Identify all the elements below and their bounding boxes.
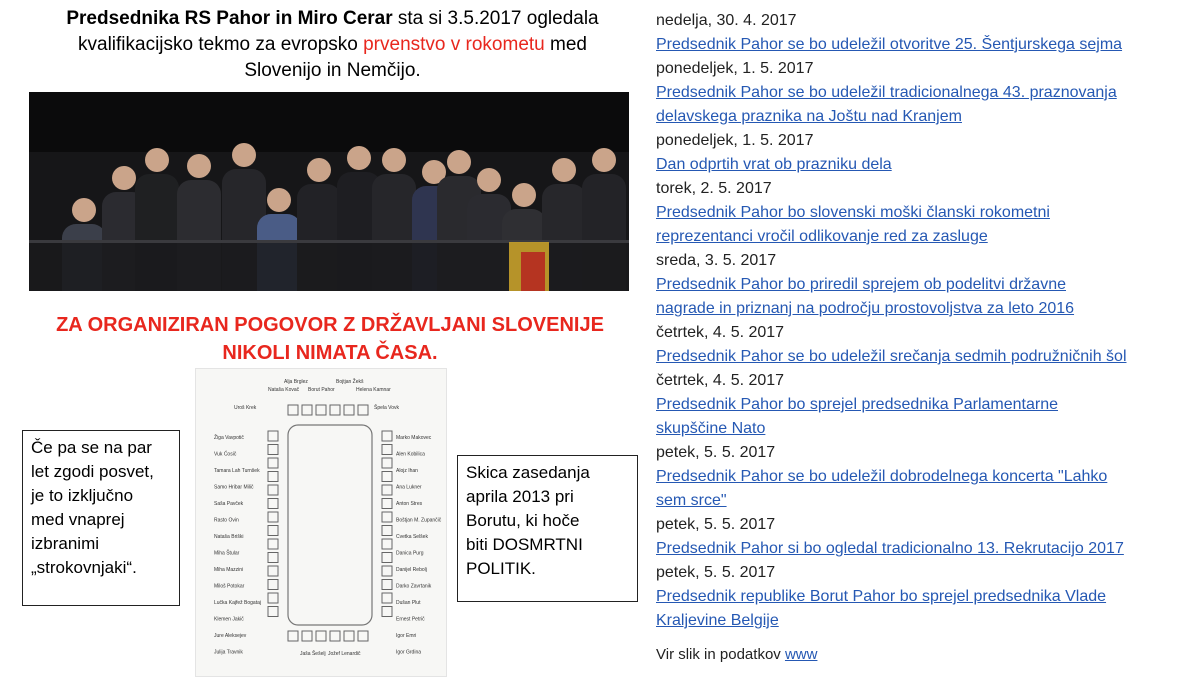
note-left-line: „strokovnjaki“. [31, 558, 137, 577]
sketch-name: Boštjan M. Zupančič [396, 517, 442, 524]
seat [382, 526, 392, 536]
note-right-line: Borutu, ki hoče [466, 511, 580, 530]
event-item [656, 57, 1196, 129]
seat [268, 526, 278, 536]
event-link[interactable]: Predsednik republike Borut Pahor bo sprejel predsednika Vlade [656, 588, 1107, 605]
source-link[interactable]: www [784, 646, 818, 663]
sketch-name: Helena Kamnar [356, 387, 391, 393]
event-link[interactable]: Kraljevine Belgije [656, 612, 779, 629]
event-item [656, 9, 1196, 57]
sketch-name: Miha Mazzini [214, 567, 244, 573]
seat [382, 553, 392, 563]
sketch-name: Nataša Kovač [268, 387, 300, 393]
spectator-head [187, 154, 211, 178]
seat [382, 539, 392, 549]
note-right-line: biti DOSMRTNI [466, 535, 583, 554]
sketch-name: Alojz Ihan [396, 468, 418, 474]
sketch-name: Ana Lukner [396, 484, 422, 491]
seat [268, 485, 278, 495]
seat [268, 566, 278, 576]
spectator-head [267, 188, 291, 212]
warning-text [30, 311, 630, 367]
seat [268, 472, 278, 482]
sketch-name: Miloš Potokar [214, 583, 245, 590]
seat [382, 499, 392, 509]
event-item [656, 369, 1196, 441]
seat [382, 580, 392, 590]
event-date: petek, 5. 5. 2017 [656, 516, 776, 533]
sketch-name: Ernest Petrič [396, 616, 425, 623]
event-date: ponedeljek, 1. 5. 2017 [656, 132, 814, 149]
seat [268, 553, 278, 563]
event-item [656, 561, 1196, 633]
heading-text: sta si 3.5.2017 ogledala [392, 8, 599, 29]
source-label: Vir slik in podatkov [656, 646, 785, 663]
sketch-name: Alen Kobilica [396, 451, 425, 458]
event-link[interactable]: sem srce" [656, 492, 727, 509]
article-heading [30, 6, 635, 84]
seat [268, 445, 278, 455]
seating-sketch [195, 368, 447, 677]
seat [268, 458, 278, 468]
note-right [457, 455, 638, 602]
note-left-line: je to izključno [31, 486, 134, 505]
stadium-photo [29, 92, 629, 291]
sketch-name: Lučka Kajfež Bogataj [214, 600, 261, 606]
seat [382, 431, 392, 441]
event-link[interactable]: Predsednik Pahor se bo udeležil dobrodelnega koncerta "Lahko [656, 468, 1108, 485]
spectator-head [232, 143, 256, 167]
event-link[interactable]: reprezentanci vročil odlikovanje red za zasluge [656, 228, 988, 245]
note-right-line: aprila 2013 pri [466, 487, 574, 506]
seat [382, 607, 392, 617]
event-link[interactable]: Dan odprtih vrat ob prazniku dela [656, 156, 892, 173]
heading-text-2: kvalifikacijsko tekmo za evropsko [78, 34, 364, 55]
sketch-name: Nataša Briški [214, 534, 244, 540]
seat [330, 405, 340, 415]
seat [316, 631, 326, 641]
conference-table [288, 425, 372, 625]
seat [268, 499, 278, 509]
sketch-name: Bojtjan Žekš [336, 379, 364, 385]
event-link[interactable]: skupščine Nato [656, 420, 766, 437]
spectator-head [145, 148, 169, 172]
heading-bold: Predsednika RS Pahor in Miro Cerar [66, 8, 393, 29]
event-date: sreda, 3. 5. 2017 [656, 252, 777, 269]
event-item [656, 321, 1196, 369]
seat [302, 405, 312, 415]
sketch-name: Igor Grdina [396, 649, 422, 656]
spectator-head [72, 198, 96, 222]
event-link[interactable]: Predsednik Pahor se bo udeležil srečanja sedmih podružničnih šol [656, 348, 1127, 365]
event-item [656, 177, 1196, 249]
event-date: petek, 5. 5. 2017 [656, 564, 776, 581]
sketch-name: Špela Vovk [374, 405, 400, 411]
seat [302, 631, 312, 641]
seat [382, 485, 392, 495]
sketch-name: Klemen Jakič [214, 616, 244, 623]
event-item [656, 513, 1196, 561]
seat [330, 631, 340, 641]
seat [382, 472, 392, 482]
event-link[interactable]: Predsednik Pahor bo priredil sprejem ob podelitvi državne [656, 276, 1066, 293]
sketch-name: Borut Pahor [308, 387, 335, 393]
sketch-name: Danijel Rebolj [396, 567, 427, 573]
seat [382, 593, 392, 603]
sketch-name: Dušan Plut [396, 600, 421, 606]
sketch-name: Anton Stres [396, 501, 423, 507]
event-item [656, 441, 1196, 513]
events-list [656, 9, 1196, 633]
seat [288, 405, 298, 415]
spectator-head [382, 148, 406, 172]
heading-red-text: prvenstvo v rokometu [363, 34, 545, 55]
sketch-name: Vuk Ćosič [214, 451, 237, 458]
sketch-name: Danica Purg [396, 550, 424, 557]
seat [268, 593, 278, 603]
sketch-name: Rasto Ovin [214, 517, 239, 524]
event-link[interactable]: Predsednik Pahor se bo udeležil otvoritve 25. Šentjurskega sejma [656, 36, 1123, 53]
event-date: nedelja, 30. 4. 2017 [656, 12, 797, 29]
seat [344, 631, 354, 641]
sketch-name: Miha Štular [214, 550, 240, 557]
spectator-head [477, 168, 501, 192]
seat [316, 405, 326, 415]
sketch-name: Jožef Lenardič [328, 651, 361, 657]
sketch-name: Uroš Krek [234, 405, 257, 411]
event-item [656, 249, 1196, 321]
seat [268, 580, 278, 590]
spectator-head [447, 150, 471, 174]
note-right-line: POLITIK. [466, 559, 536, 578]
note-left-line: let zgodi posvet, [31, 462, 154, 481]
event-link[interactable]: delavskega praznika na Joštu nad Kranjem [656, 108, 962, 125]
seat [358, 631, 368, 641]
event-date: četrtek, 4. 5. 2017 [656, 324, 785, 341]
warning-line-1: ZA ORGANIZIRAN POGOVOR Z DRŽAVLJANI SLOVENIJE [56, 314, 604, 336]
spectator-head [552, 158, 576, 182]
seat [382, 458, 392, 468]
event-date: petek, 5. 5. 2017 [656, 444, 776, 461]
sketch-name: Samo Hribar Milič [214, 484, 254, 491]
seat [268, 512, 278, 522]
event-link[interactable]: Predsednik Pahor bo sprejel predsednika Parlamentarne [656, 396, 1059, 413]
seat [382, 566, 392, 576]
sketch-name: Žiga Vavpotič [214, 435, 244, 441]
sketch-name: Jaša Šešelj [300, 651, 326, 657]
heading-text-4: Slovenijo in Nemčijo. [244, 60, 421, 81]
note-left-line: izbranimi [31, 534, 100, 553]
event-date: ponedeljek, 1. 5. 2017 [656, 60, 814, 77]
event-item [656, 129, 1196, 177]
spectator-head [347, 146, 371, 170]
note-left [22, 430, 180, 606]
sketch-name: Marko Makovec [396, 435, 432, 441]
seat [268, 607, 278, 617]
note-left-line: med vnaprej [31, 510, 125, 529]
seat [268, 431, 278, 441]
seat [382, 445, 392, 455]
sketch-name: Alja Brglez [284, 379, 308, 385]
event-date: torek, 2. 5. 2017 [656, 180, 772, 197]
spectator-head [592, 148, 616, 172]
event-date: četrtek, 4. 5. 2017 [656, 372, 785, 389]
warning-line-2: NIKOLI NIMATA ČASA. [222, 342, 438, 364]
spectator-head [512, 183, 536, 207]
sketch-name: Darko Zavrtanik [396, 583, 432, 590]
sketch-name: Cvetka Selšek [396, 534, 428, 540]
seat [382, 512, 392, 522]
spectator-head [112, 166, 136, 190]
sketch-name: Jure Aleksejev [214, 633, 247, 639]
seat [268, 539, 278, 549]
event-link[interactable]: nagrade in priznanj na področju prostovoljstva za leto 2016 [656, 300, 1075, 317]
source-line [656, 646, 817, 663]
sketch-name: Julija Travnik [214, 649, 243, 656]
sketch-name: Tamara Lah Turnšek [214, 468, 260, 474]
sketch-name: Saša Pavček [214, 501, 244, 507]
seat [344, 405, 354, 415]
seat [288, 631, 298, 641]
event-link[interactable]: Predsednik Pahor se bo udeležil tradicionalnega 43. praznovanja [656, 84, 1117, 101]
note-left-line: Če pa se na par [31, 438, 152, 457]
sketch-name: Igor Emri [396, 633, 417, 639]
event-link[interactable]: Predsednik Pahor bo slovenski moški članski rokometni [656, 204, 1050, 221]
seat [358, 405, 368, 415]
spectator-head [307, 158, 331, 182]
heading-text-3: med [544, 34, 587, 55]
note-right-line: Skica zasedanja [466, 463, 590, 482]
event-link[interactable]: Predsednik Pahor si bo ogledal tradicionalno 13. Rekrutacijo 2017 [656, 540, 1124, 557]
